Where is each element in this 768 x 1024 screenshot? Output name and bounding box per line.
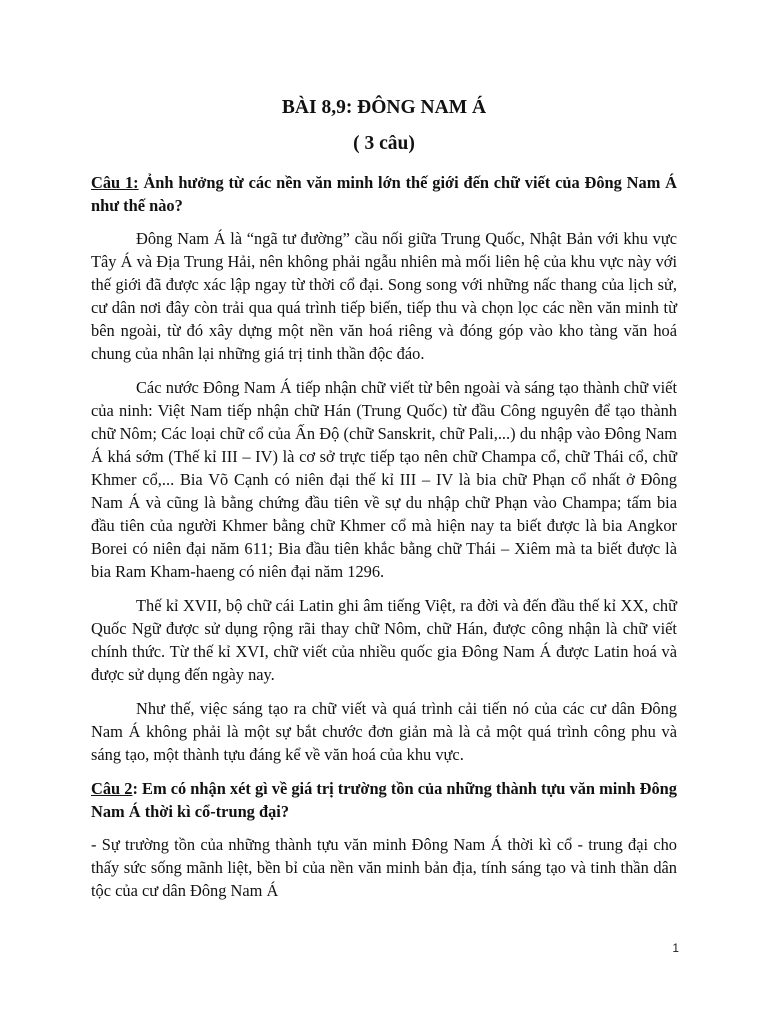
answer-1-paragraph-1: Đông Nam Á là “ngã tư đường” cầu nối giữa Trung Quốc, Nhật Bản với khu vực Tây Á và Địa Trung Hải, nên không phải ngẫu nhiên mà mối liên hệ của khu vực này với thế giới đã được xác lập ngay từ thời cổ đại. Song song với những nấc thang của lịch sử, cư dân nơi đây còn trải qua quá trình tiếp biến, tiếp thu và chọn lọc các nền văn minh từ bên ngoài, từ đó xây dựng một nền văn hoá riêng và đóng góp vào kho tàng văn hoá chung của nhân lại những giá trị tinh thần độc đáo. (91, 229, 677, 363)
answer-2-paragraph-1: - Sự trường tồn của những thành tựu văn minh Đông Nam Á thời kì cổ - trung đại cho thấy sức sống mãnh liệt, bền bỉ của nền văn minh bản địa, tính sáng tạo và tinh thần dân tộc của cư dân Đông Nam Á (91, 835, 677, 900)
question-2 (91, 777, 677, 823)
document-title: BÀI 8,9: ĐÔNG NAM Á (281, 97, 487, 118)
question-1 (91, 171, 677, 217)
document-body (91, 93, 677, 913)
question-2-label: Câu 2 (91, 779, 133, 798)
answer-1-paragraph-3: Thế kỉ XVII, bộ chữ cái Latin ghi âm tiếng Việt, ra đời và đến đầu thế kỉ XX, chữ Quốc Ngữ được sử dụng rộng rãi thay chữ Nôm, chữ Hán, được công nhận là chữ viết chính thức. Từ thế kỉ XVI, chữ viết của nhiều quốc gia Đông Nam Á được Latin hoá và được sử dụng đến ngày nay. (91, 596, 677, 684)
answer-1-paragraph-4: Như thế, việc sáng tạo ra chữ viết và quá trình cải tiến nó của các cư dân Đông Nam Á không phải là một sự bắt chước đơn giản mà là cả một quá trình công phu và sáng tạo, một thành tựu đáng kể về văn hoá của khu vực. (91, 699, 677, 764)
page-number: 1 (672, 941, 679, 955)
question-1-text: Ảnh hưởng từ các nền văn minh lớn thế giới đến chữ viết của Đông Nam Á như thế nào? (91, 173, 677, 215)
answer-1-paragraph-2: Các nước Đông Nam Á tiếp nhận chữ viết từ bên ngoài và sáng tạo thành chữ viết của ninh: Việt Nam tiếp nhận chữ Hán (Trung Quốc) từ đầu Công nguyên để tạo thành chữ Nôm; Các loại chữ cổ của Ấn Độ (chữ Sanskrit, chữ Pali,...) du nhập vào Đông Nam Á khá sớm (Thế kỉ III – IV) là cơ sở trực tiếp tạo nên chữ Champa cổ, chữ Thái cổ, chữ Khmer cổ,... Bia Võ Cạnh có niên đại thế kỉ III – IV là bia chữ Phạn cổ nhất ở Đông Nam Á và cũng là bằng chứng đầu tiên về sự du nhập chữ Phạn vào Champa; tấm bia đầu tiên của người Khmer bằng chữ Khmer cổ mà hiện nay ta biết được là bia Angkor Borei có niên đại năm 611; Bia đầu tiên khắc bằng chữ Thái – Xiêm mà ta biết được là bia Ram Kham-haeng có niên đại năm 1296. (91, 378, 677, 581)
question-2-text: : Em có nhận xét gì về giá trị trường tồn của những thành tựu văn minh Đông Nam Á thời kì cổ-trung đại? (91, 779, 677, 821)
document-subtitle: ( 3 câu) (353, 133, 415, 154)
question-1-label: Câu 1: (91, 173, 139, 192)
